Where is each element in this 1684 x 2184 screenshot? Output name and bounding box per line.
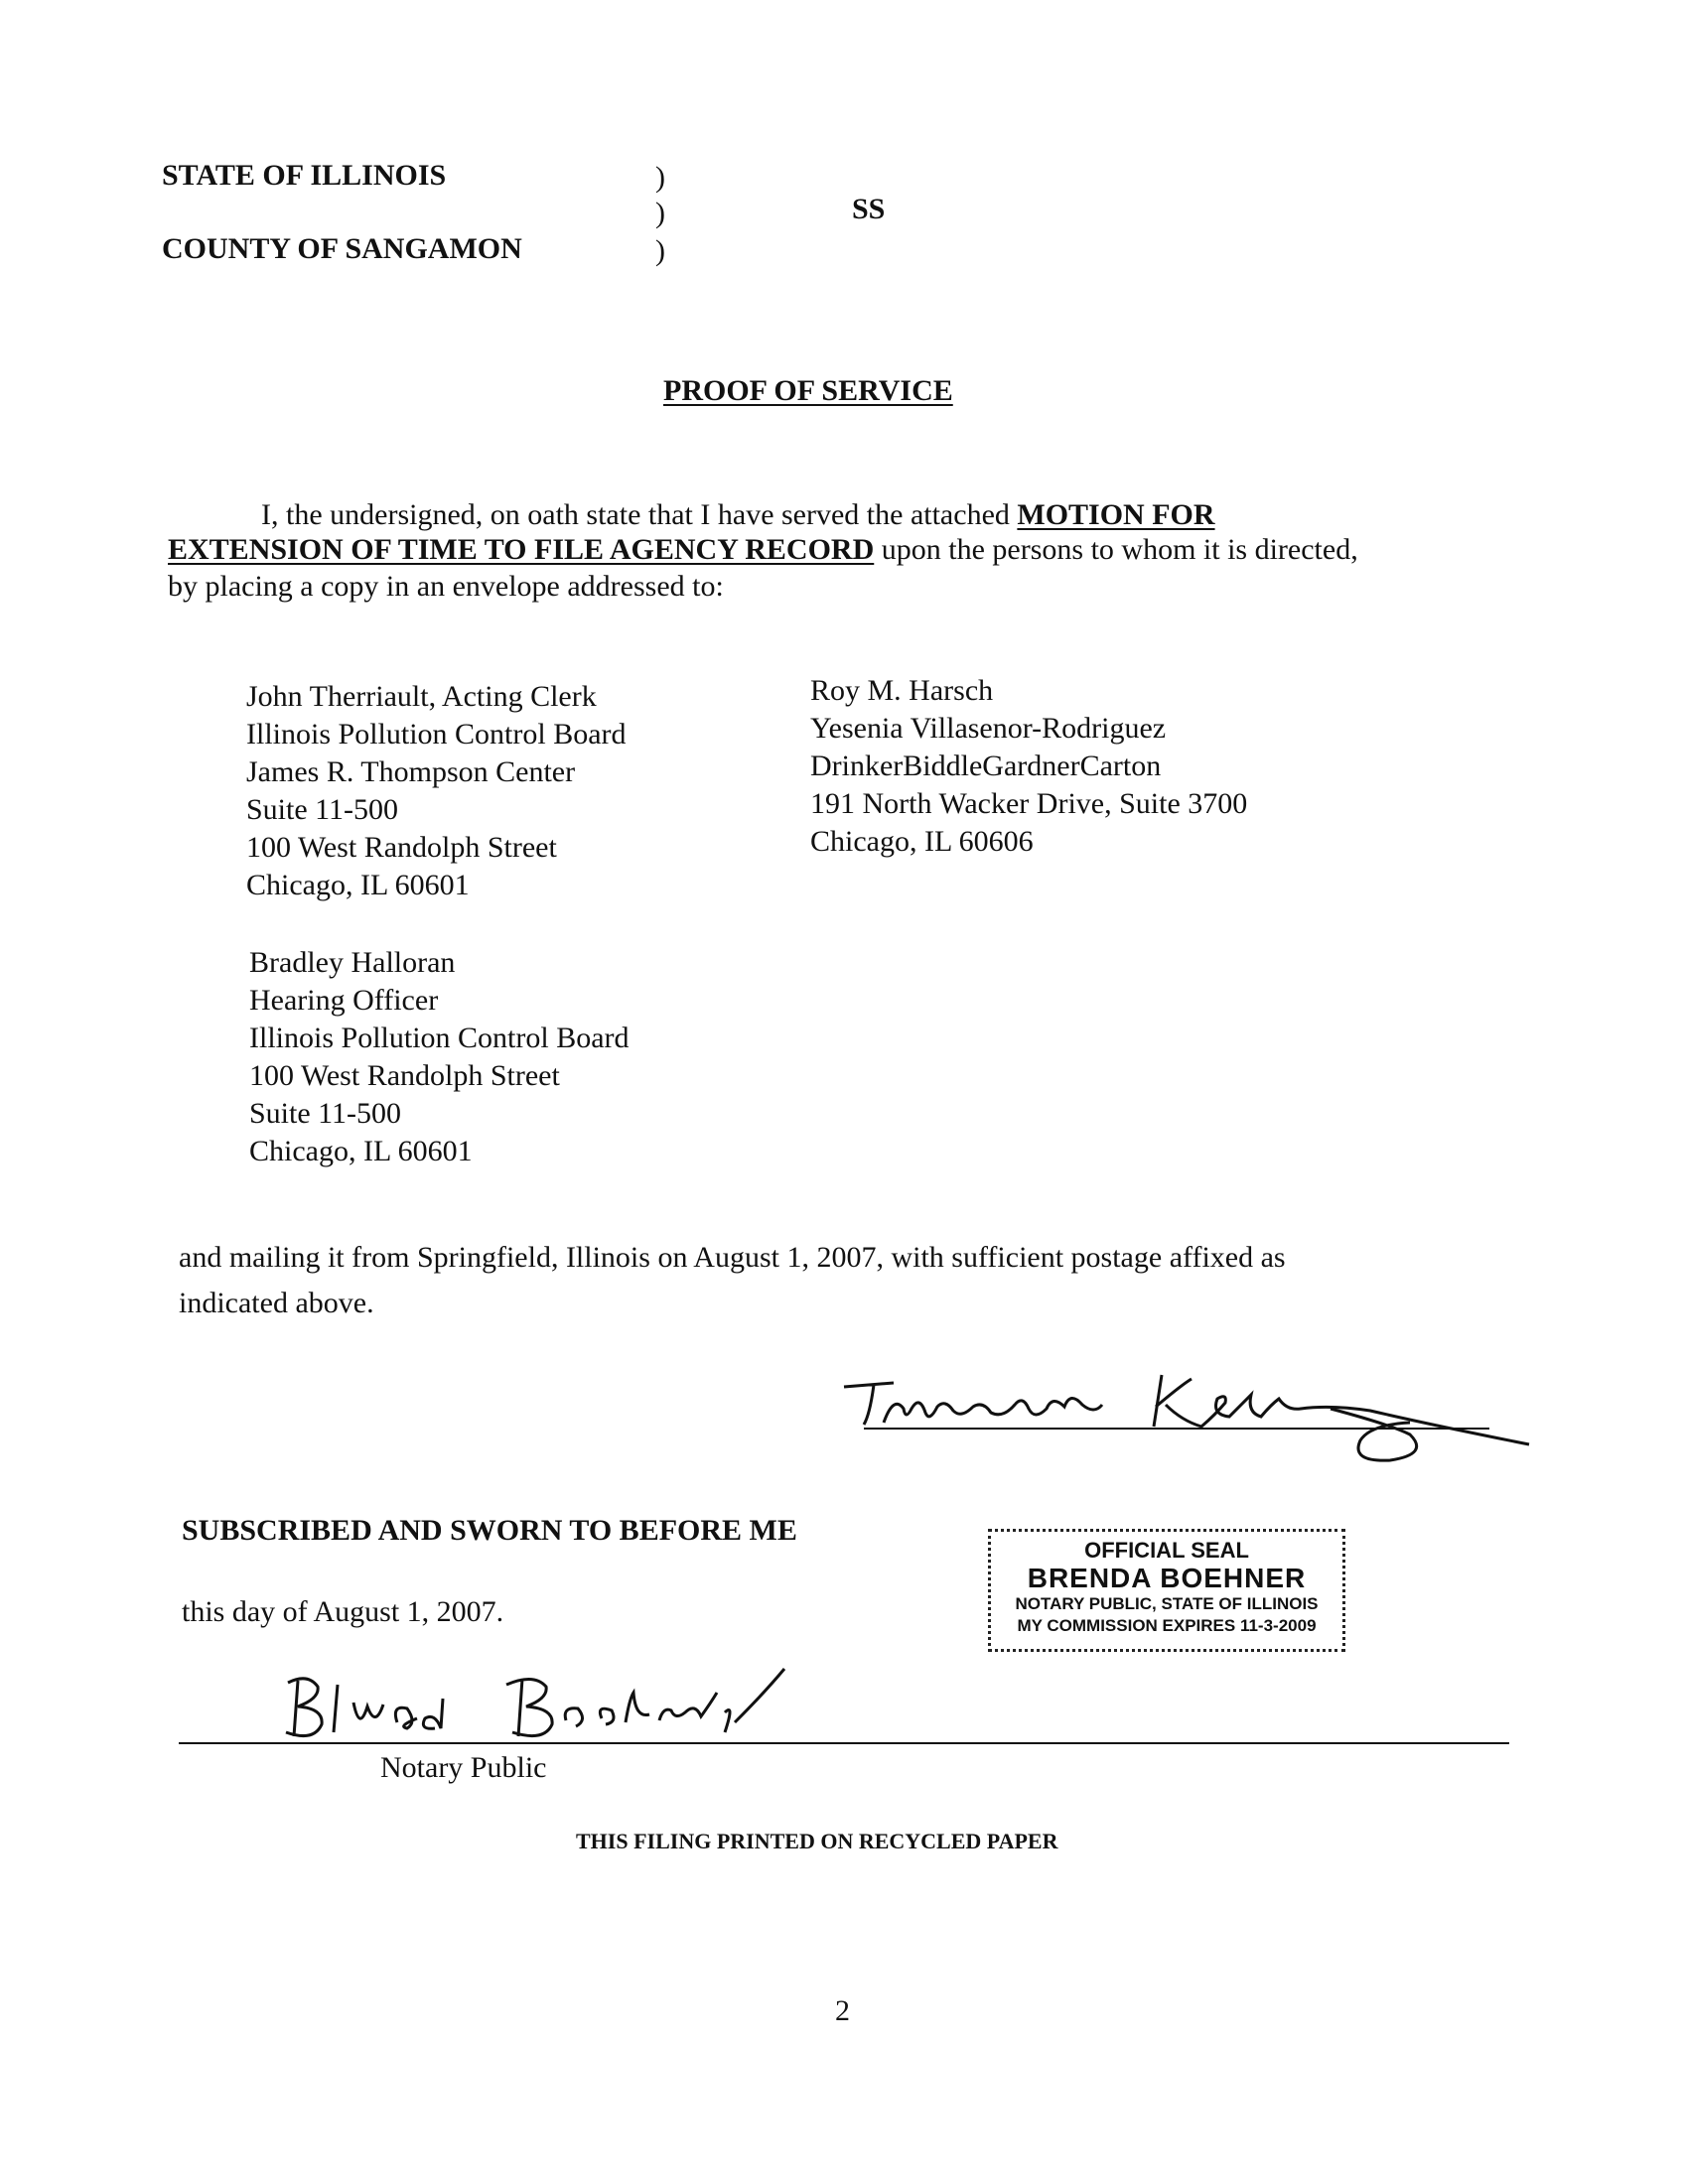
address-line: Hearing Officer xyxy=(249,984,439,1017)
mailing-line-2: indicated above. xyxy=(179,1287,374,1319)
intro-line-3: by placing a copy in an envelope addressed to: xyxy=(168,570,724,603)
recipient-address xyxy=(246,678,627,904)
address-line: Yesenia Villasenor-Rodriguez xyxy=(810,712,1167,745)
address-line: Suite 11-500 xyxy=(246,793,399,826)
intro-line-2 xyxy=(168,531,1358,569)
address-line: Bradley Halloran xyxy=(249,946,456,979)
recycled-paper-note: THIS FILING PRINTED ON RECYCLED PAPER xyxy=(576,1829,1058,1853)
address-line: James R. Thompson Center xyxy=(246,755,576,788)
seal-name: BRENDA BOEHNER xyxy=(1027,1563,1307,1593)
sworn-date: this day of August 1, 2007. xyxy=(182,1595,504,1628)
document-name: EXTENSION OF TIME TO FILE AGENCY RECORD xyxy=(168,533,875,566)
address-line: Suite 11-500 xyxy=(249,1097,402,1130)
seal-commission: MY COMMISSION EXPIRES 11-3-2009 xyxy=(1017,1616,1317,1635)
seal-notary-state: NOTARY PUBLIC, STATE OF ILLINOIS xyxy=(1015,1594,1319,1613)
address-line: 100 West Randolph Street xyxy=(246,831,557,864)
affiant-signature xyxy=(834,1365,1559,1474)
address-line: Illinois Pollution Control Board xyxy=(249,1022,630,1054)
address-line: DrinkerBiddleGardnerCarton xyxy=(810,750,1162,782)
notary-label: Notary Public xyxy=(380,1751,547,1784)
address-line: 191 North Wacker Drive, Suite 3700 xyxy=(810,787,1248,820)
intro-text: I, the undersigned, on oath state that I have served the attached xyxy=(261,498,1018,531)
address-line: Roy M. Harsch xyxy=(810,674,994,707)
recipient-address xyxy=(249,944,630,1170)
document-title: PROOF OF SERVICE xyxy=(663,374,953,407)
venue-ss: SS xyxy=(852,193,886,225)
venue-paren: ) xyxy=(655,234,665,267)
sworn-heading: SUBSCRIBED AND SWORN TO BEFORE ME xyxy=(182,1514,797,1547)
intro-line-1 xyxy=(261,496,1215,534)
address-line: Chicago, IL 60601 xyxy=(249,1135,473,1167)
document-name: MOTION FOR xyxy=(1017,498,1215,531)
recipient-address xyxy=(810,672,1247,861)
venue-paren: ) xyxy=(655,161,665,194)
page-number: 2 xyxy=(835,1994,850,2027)
venue-paren: ) xyxy=(655,197,665,229)
notary-signature xyxy=(268,1663,864,1752)
intro-text: upon the persons to whom it is directed, xyxy=(874,533,1358,566)
address-line: Chicago, IL 60606 xyxy=(810,825,1034,858)
venue-state: STATE OF ILLINOIS xyxy=(162,159,447,192)
seal-title: OFFICIAL SEAL xyxy=(1084,1538,1249,1563)
venue-county: COUNTY OF SANGAMON xyxy=(162,232,522,265)
mailing-line-1: and mailing it from Springfield, Illinois on August 1, 2007, with sufficient postage affixed as xyxy=(179,1241,1286,1274)
official-seal-stamp xyxy=(988,1529,1345,1652)
address-line: Illinois Pollution Control Board xyxy=(246,718,627,751)
address-line: John Therriault, Acting Clerk xyxy=(246,680,597,713)
address-line: Chicago, IL 60601 xyxy=(246,869,470,901)
notary-signature-line xyxy=(179,1742,1509,1744)
address-line: 100 West Randolph Street xyxy=(249,1059,560,1092)
